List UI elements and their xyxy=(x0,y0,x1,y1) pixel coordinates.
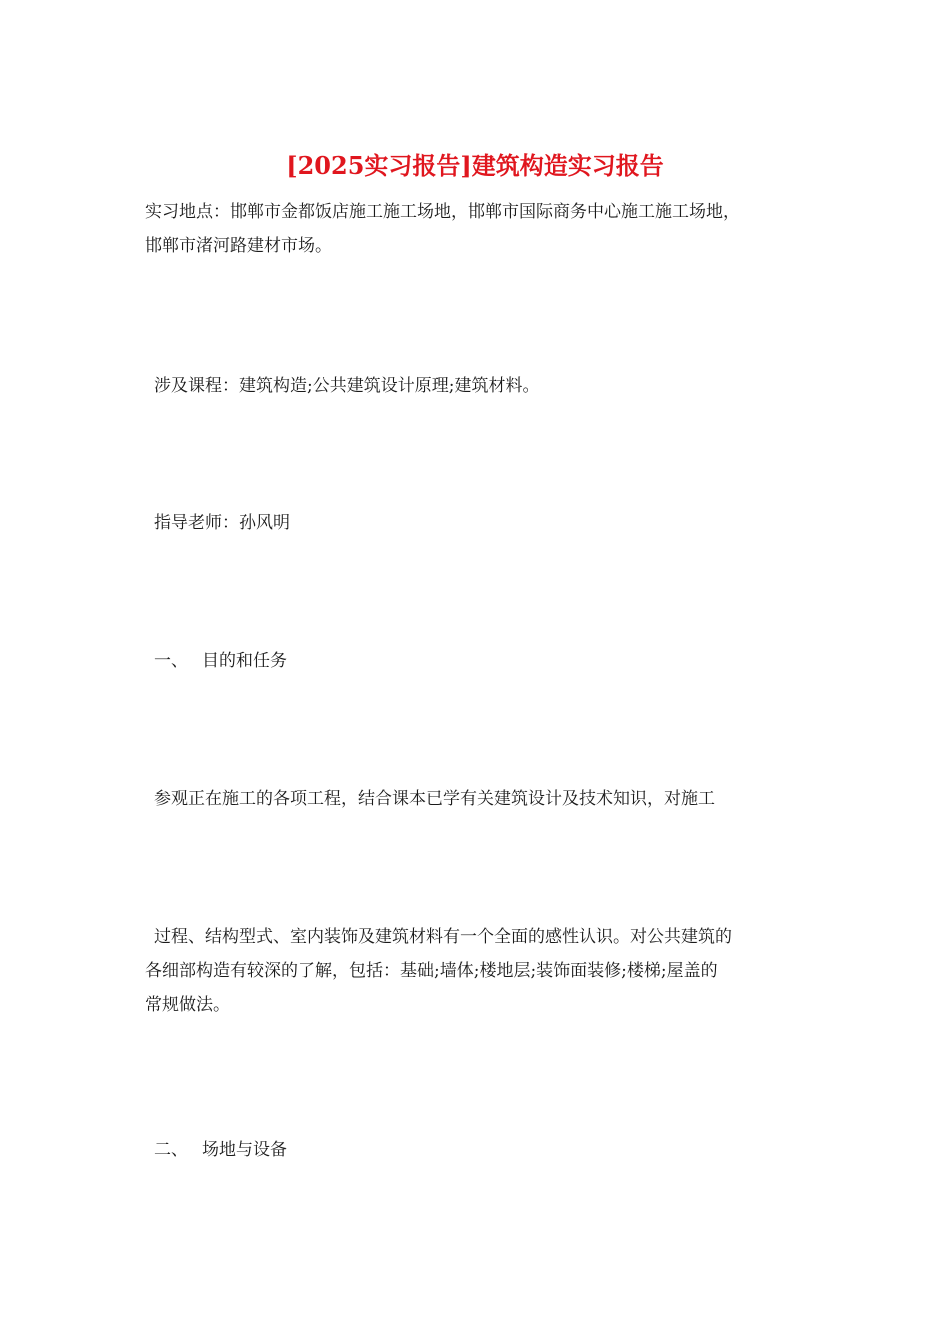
location-paragraph xyxy=(145,195,815,263)
purpose-paragraph-2-line-3: 常规做法。 xyxy=(145,995,230,1015)
section-heading-2 xyxy=(154,1133,287,1167)
section-title-2: 场地与设备 xyxy=(202,1140,287,1160)
section-number-1: 一、 xyxy=(154,651,188,671)
courses-paragraph: 涉及课程：建筑构造;公共建筑设计原理;建筑材料。 xyxy=(154,376,540,396)
purpose-paragraph-1: 参观正在施工的各项工程，结合课本已学有关建筑设计及技术知识，对施工 xyxy=(154,789,715,809)
purpose-paragraph-2 xyxy=(145,920,815,1022)
section-number-2: 二、 xyxy=(154,1140,188,1160)
location-line-1: 实习地点：邯郸市金都饭店施工施工场地，邯郸市国际商务中心施工施工场地， xyxy=(145,202,740,222)
section-title-1: 目的和任务 xyxy=(202,651,287,671)
purpose-paragraph-2-line-1: 过程、结构型式、室内装饰及建筑材料有一个全面的感性认识。对公共建筑的 xyxy=(154,927,732,947)
document-title: [2025实习报告]建筑构造实习报告 xyxy=(286,151,664,180)
location-line-2: 邯郸市渚河路建材市场。 xyxy=(145,236,332,256)
section-heading-1 xyxy=(154,644,287,678)
teacher-paragraph: 指导老师：孙风明 xyxy=(154,513,290,533)
purpose-paragraph-2-line-2: 各细部构造有较深的了解，包括：基础;墙体;楼地层;装饰面装修;楼梯;屋盖的 xyxy=(145,961,718,981)
